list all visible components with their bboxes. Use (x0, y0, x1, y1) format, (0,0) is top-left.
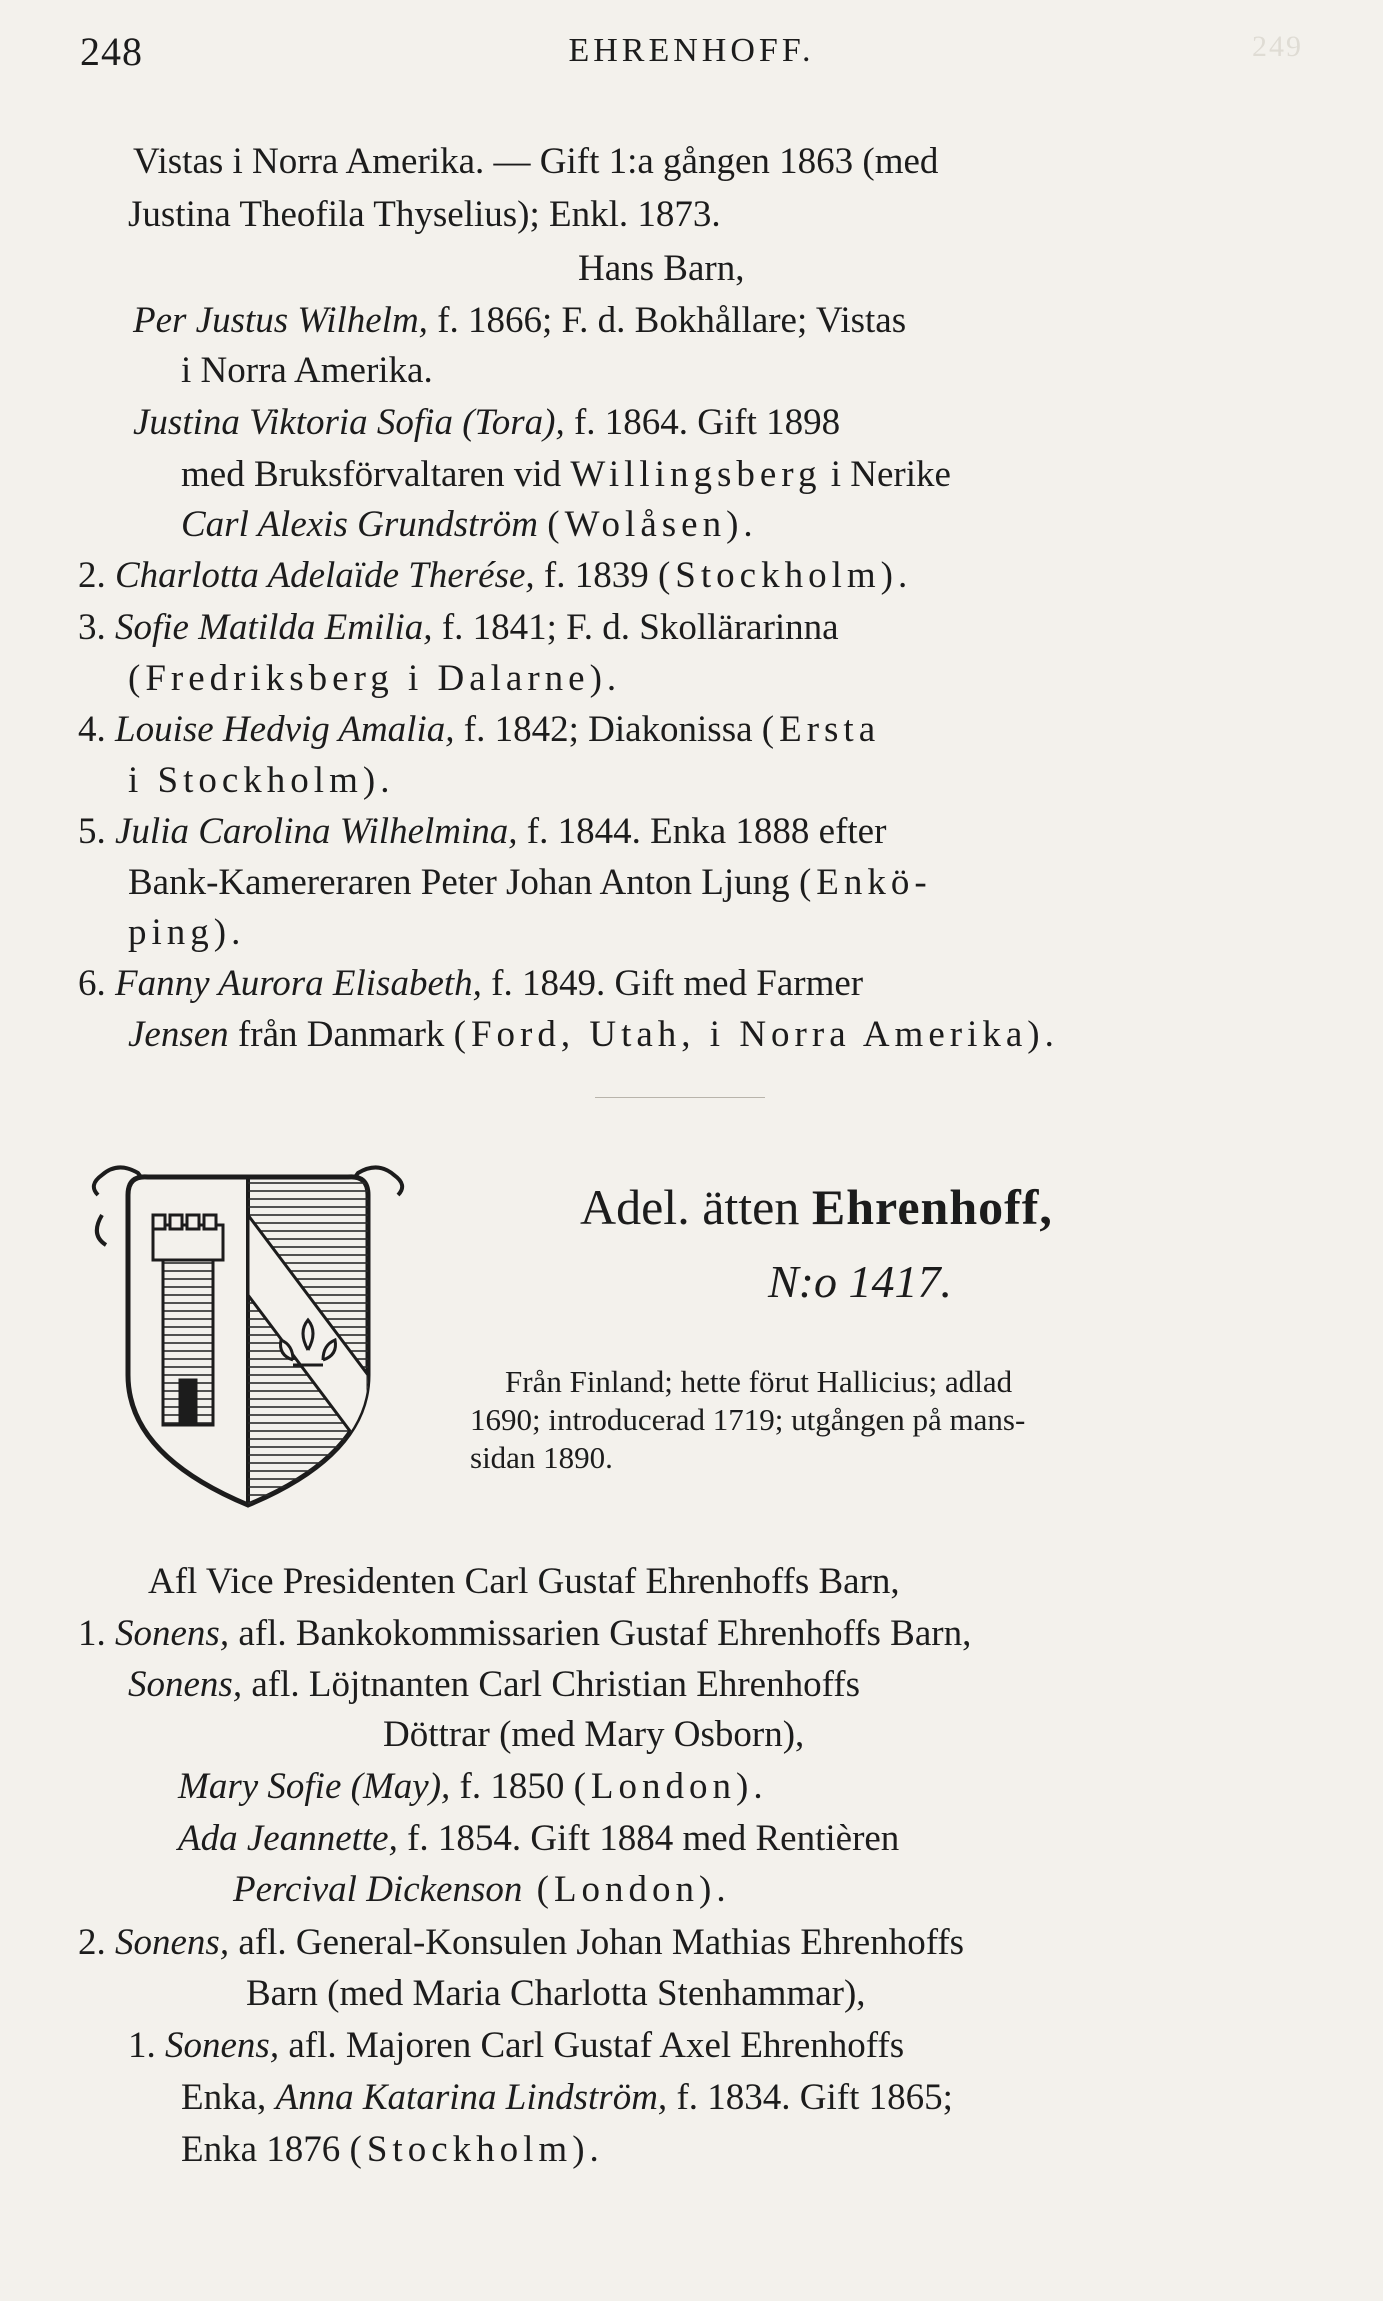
dottrar-heading: Döttrar (med Mary Osborn), (383, 1714, 805, 1755)
entry-mary (178, 1768, 768, 1805)
child-entry-6 (78, 965, 863, 1002)
entry-justina-line2 (181, 456, 951, 493)
entry-justina (133, 404, 840, 441)
entry-text: f. 1849. Gift med Farmer (481, 963, 864, 1004)
person-name: Louise Hedvig Amalia, (115, 709, 455, 750)
entry-percival (233, 1871, 731, 1908)
family-title (580, 1178, 1053, 1236)
entry-justina-line3 (181, 506, 758, 543)
coat-of-arms-icon (88, 1155, 408, 1515)
person-name: Charlotta Adelaïde Therése, (115, 555, 535, 596)
origin-line-1: Från Finland; hette förut Hallicius; adlad (505, 1364, 1013, 1399)
child-entry-5-cont (128, 864, 932, 901)
entry-text: f. 1844. Enka 1888 efter (517, 811, 887, 852)
running-title: EHRENHOFF. (568, 32, 815, 69)
person-name: Mary Sofie (May), (178, 1766, 451, 1807)
entry-lead: Sonens, (115, 1922, 230, 1963)
lower-sub-entry-1 (128, 2027, 904, 2064)
origin-line-3: sidan 1890. (470, 1440, 613, 1475)
entry-per-cont: i Norra Amerika. (181, 350, 433, 391)
child-entry-5-cont2: ping). (128, 912, 246, 953)
lower-entry-2 (78, 1924, 964, 1961)
entry-text: f. 1834. Gift 1865; (667, 2077, 953, 2118)
entry-text: afl. General-Konsulen Johan Mathias Ehrenhoffs (229, 1922, 965, 1963)
origin-line-2: 1690; introducerad 1719; utgången på mans- (470, 1402, 1026, 1437)
place-name: (London). (522, 1869, 731, 1910)
entry-lead: Sonens, (128, 1664, 243, 1705)
entry-text: Enka, (181, 2077, 276, 2118)
child-entry-4-cont: i Stockholm). (128, 760, 395, 801)
child-entry-3-cont: (Fredriksberg i Dalarne). (128, 658, 622, 699)
title-prefix: Adel. ätten (580, 1179, 812, 1235)
entry-text: i Nerike (821, 454, 951, 495)
place-name: (Stockholm). (349, 2129, 604, 2170)
hans-barn-heading: Hans Barn, (578, 248, 745, 289)
child-entry-3 (78, 609, 839, 646)
entry-text: afl. Löjtnanten Carl Christian Ehrenhoffs (242, 1664, 860, 1705)
entry-text: f. 1864. Gift 1898 (564, 402, 841, 443)
entry-text: f. 1839 (534, 555, 658, 596)
person-name: Julia Carolina Wilhelmina, (115, 811, 518, 852)
entry-enka-cont (181, 2131, 604, 2168)
entry-text: Bank-Kamereraren Peter Johan Anton Ljung (128, 862, 799, 903)
entry-number: 3. (78, 607, 106, 648)
entry-number: 2. (78, 555, 106, 596)
person-name: Percival Dickenson (233, 1869, 523, 1910)
entry-text: från Danmark (228, 1014, 454, 1055)
entry-text: f. 1842; Diakonissa (454, 709, 762, 750)
entry-text: f. 1854. Gift 1884 med Rentièren (397, 1818, 900, 1859)
entry-enka (181, 2079, 953, 2116)
place-name: (London). (573, 1766, 768, 1807)
place-name: (Ford, Utah, i Norra Amerika). (453, 1014, 1059, 1055)
person-name: Per Justus Wilhelm, (133, 300, 428, 341)
entry-lead: Sonens, (115, 1613, 230, 1654)
text-line-1: Vistas i Norra Amerika. — Gift 1:a gången 1863 (med (133, 141, 939, 182)
person-name: Sofie Matilda Emilia, (115, 607, 433, 648)
place-name: (Stockholm). (657, 555, 913, 596)
text-line-2: Justina Theofila Thyselius); Enkl. 1873. (128, 194, 721, 235)
child-entry-5 (78, 813, 886, 850)
entry-text: f. 1866; F. d. Bokhållare; Vistas (427, 300, 907, 341)
page-header (80, 28, 1303, 88)
entry-number: 1. (78, 1613, 106, 1654)
entry-text: Enka 1876 (181, 2129, 350, 2170)
place-name: (Ersta (761, 709, 881, 750)
entry-number: 4. (78, 709, 106, 750)
person-name: Jensen (128, 1014, 229, 1055)
child-entry-4 (78, 711, 880, 748)
entry-lead: Sonens, (165, 2025, 280, 2066)
entry-text: med Bruksförvaltaren vid (181, 454, 571, 495)
child-entry-6-cont (128, 1016, 1059, 1053)
lower-entry-1 (78, 1615, 971, 1652)
family-number: N:o 1417. (768, 1256, 952, 1307)
person-name: Carl Alexis Grundström (181, 504, 539, 545)
child-entry-2 (78, 557, 912, 594)
entry-number: 6. (78, 963, 106, 1004)
entry-number: 1. (128, 2025, 156, 2066)
entry-text: afl. Majoren Carl Gustaf Axel Ehrenhoffs (279, 2025, 905, 2066)
lower-entry-sonens (128, 1666, 860, 1703)
person-alias: (Tora), (462, 402, 565, 443)
entry-number: 2. (78, 1922, 106, 1963)
entry-number: 5. (78, 811, 106, 852)
afl-heading: Afl Vice Presidenten Carl Gustaf Ehrenhoffs Barn, (148, 1561, 900, 1602)
person-name: Anna Katarina Lindström, (275, 2077, 668, 2118)
bleed-through-page-number: 249 (1252, 30, 1303, 63)
page-number: 248 (80, 29, 143, 74)
place-name: (Wolåsen). (547, 504, 758, 545)
family-name: Ehrenhoff, (811, 1179, 1053, 1235)
entry-per (133, 302, 906, 339)
place-name: (Enkö- (798, 862, 932, 903)
person-name: Fanny Aurora Elisabeth, (115, 963, 482, 1004)
place-name: Willingsberg (570, 454, 822, 495)
entry-ada (178, 1820, 899, 1857)
barn-maria-heading: Barn (med Maria Charlotta Stenhammar), (246, 1973, 866, 2014)
section-divider (595, 1097, 765, 1098)
person-name: Justina Viktoria Sofia (133, 402, 453, 443)
person-name: Ada Jeannette, (178, 1818, 398, 1859)
entry-text: f. 1841; F. d. Skollärarinna (432, 607, 839, 648)
entry-text: afl. Bankokommissarien Gustaf Ehrenhoffs Barn, (229, 1613, 972, 1654)
entry-text: f. 1850 (450, 1766, 574, 1807)
